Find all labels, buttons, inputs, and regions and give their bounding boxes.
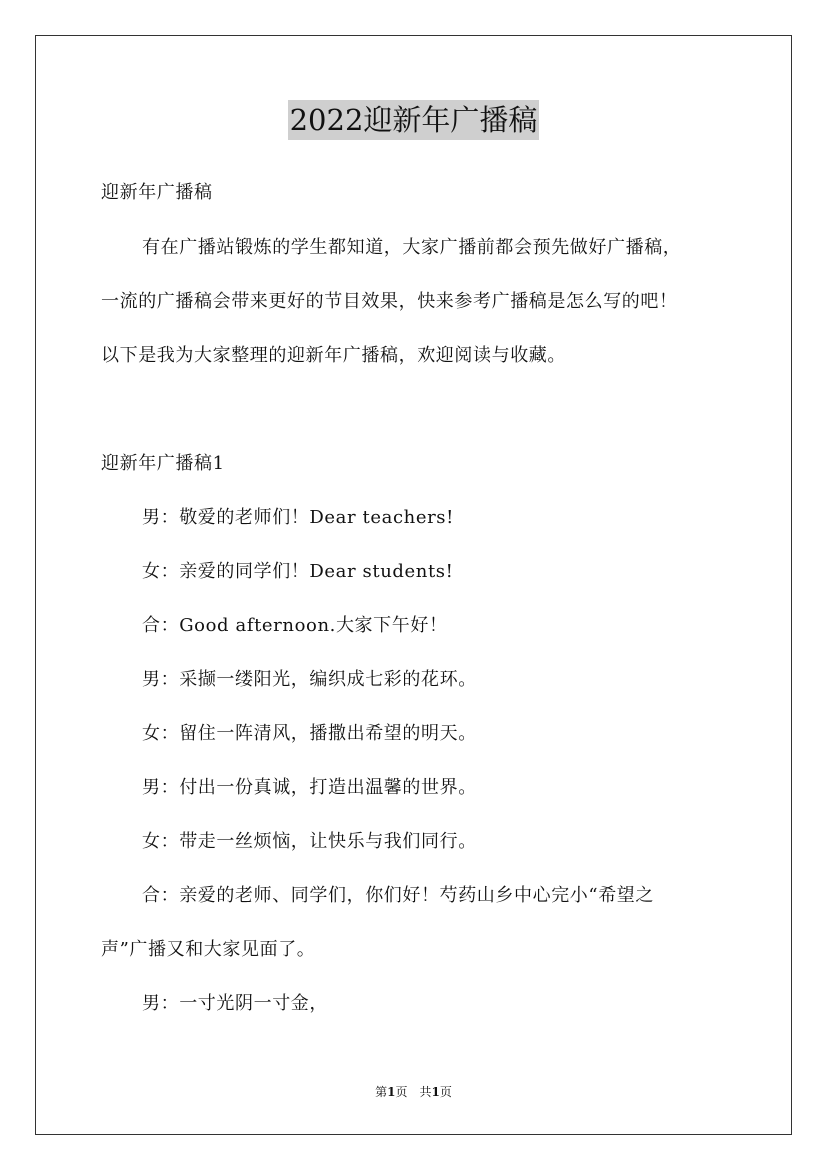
script-line: 女：带走一丝烦恼，让快乐与我们同行。 xyxy=(142,831,477,852)
footer-page-prefix: 第 xyxy=(375,1085,388,1099)
footer-page-suffix: 页 xyxy=(439,1085,452,1099)
script-line: 合：Good afternoon.大家下午好！ xyxy=(142,615,448,636)
footer-page-mid: 页 共 xyxy=(395,1085,432,1099)
script-line: 女：留住一阵清风，播撒出希望的明天。 xyxy=(142,723,477,744)
intro-line-3: 以下是我为大家整理的迎新年广播稿，欢迎阅读与收藏。 xyxy=(101,345,566,366)
footer-page-number: 1 xyxy=(387,1085,396,1099)
script-line: 男：一寸光阴一寸金， xyxy=(142,993,328,1014)
title-container xyxy=(0,100,827,140)
script-line: 男：敬爱的老师们！Dear teachers! xyxy=(142,507,454,528)
script-line: 女：亲爱的同学们！Dear students! xyxy=(142,561,454,582)
script-line-continued: 声”广播又和大家见面了。 xyxy=(101,939,316,960)
intro-line-2: 一流的广播稿会带来更好的节目效果，快来参考广播稿是怎么写的吧！ xyxy=(101,291,678,312)
document-title: 2022迎新年广播稿 xyxy=(288,100,540,140)
intro-line-1: 有在广播站锻炼的学生都知道，大家广播前都会预先做好广播稿， xyxy=(142,237,682,258)
page-footer xyxy=(0,1084,827,1100)
script-line: 男：采撷一缕阳光，编织成七彩的花环。 xyxy=(142,669,477,690)
script-line: 合：亲爱的老师、同学们，你们好！芍药山乡中心完小“希望之 xyxy=(142,885,654,906)
footer-total-pages: 1 xyxy=(431,1085,440,1099)
subtitle: 迎新年广播稿 xyxy=(101,182,213,203)
section-heading: 迎新年广播稿1 xyxy=(101,453,225,474)
script-line: 男：付出一份真诚，打造出温馨的世界。 xyxy=(142,777,477,798)
